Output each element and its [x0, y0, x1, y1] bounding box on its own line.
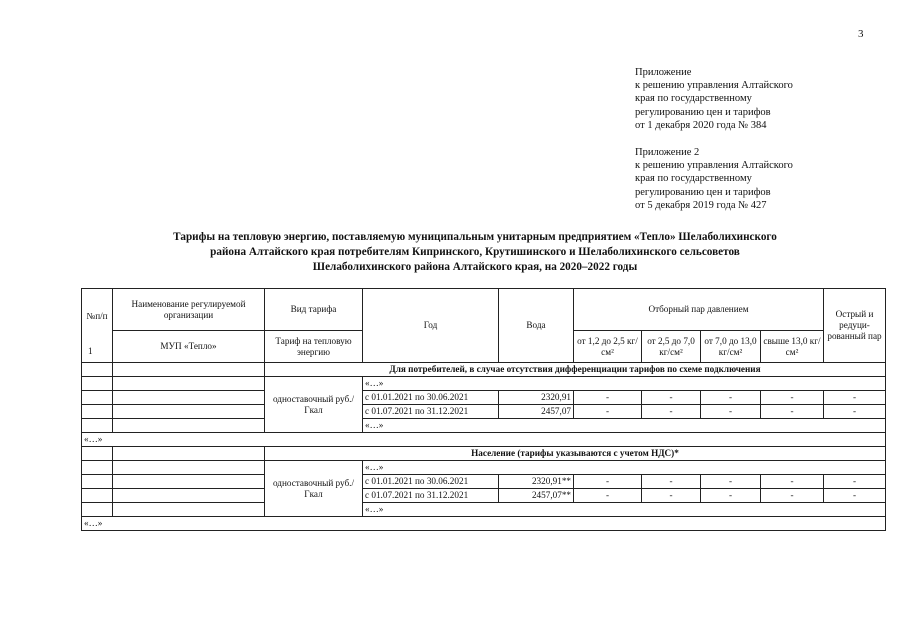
- header-steam-4: свыше 13,0 кг/см²: [761, 331, 824, 363]
- header-sharp-steam: Острый и редуци-рованный пар: [824, 289, 886, 363]
- header-steam-2: от 2,5 до 7,0 кг/см²: [642, 331, 701, 363]
- appendix-note-2: [635, 146, 793, 212]
- period-cell: с 01.01.2021 по 30.06.2021: [363, 475, 499, 489]
- org-row-number: 1: [88, 346, 93, 356]
- table-row: [82, 405, 886, 419]
- header-steam-1: от 1,2 до 2,5 кг/см²: [574, 331, 642, 363]
- appendix-line: к решению управления Алтайского: [635, 160, 793, 172]
- header-num: №п/п: [82, 289, 113, 363]
- dash-cell: -: [761, 405, 824, 419]
- period-cell: с 01.01.2021 по 30.06.2021: [363, 391, 499, 405]
- ellipsis: «…»: [363, 377, 886, 391]
- section-title-2: Население (тарифы указываются с учетом НДС)*: [265, 447, 886, 461]
- table-row: [82, 419, 886, 433]
- dash-cell: -: [642, 391, 701, 405]
- table-row: [82, 489, 886, 503]
- section-title-1: Для потребителей, в случае отсутствия дифференциации тарифов по схеме подключения: [265, 363, 886, 377]
- header-row: [82, 289, 886, 331]
- org-tariff-type: Тариф на тепловую энергию: [265, 331, 363, 363]
- ellipsis: «…»: [82, 517, 886, 531]
- dash-cell: -: [761, 391, 824, 405]
- header-water: Вода: [499, 289, 574, 363]
- water-value: 2320,91: [499, 391, 574, 405]
- dash-cell: -: [574, 405, 642, 419]
- water-value: 2320,91**: [499, 475, 574, 489]
- dash-cell: -: [574, 391, 642, 405]
- title-line: района Алтайского края потребителям Кипринского, Крутишинского и Шелаболихинского сельсоветов: [210, 246, 740, 258]
- dash-cell: -: [824, 475, 886, 489]
- dash-cell: -: [642, 489, 701, 503]
- appendix-line: края по государственному: [635, 93, 752, 105]
- dash-cell: -: [642, 405, 701, 419]
- page-number: 3: [858, 28, 864, 40]
- dash-cell: -: [701, 489, 761, 503]
- ellipsis: «…»: [363, 419, 886, 433]
- table-row: [82, 433, 886, 447]
- appendix-line: регулированию цен и тарифов: [635, 106, 771, 118]
- appendix-line: Приложение 2: [635, 147, 700, 158]
- appendix-line: от 1 декабря 2020 года № 384: [635, 119, 767, 131]
- table-row: [82, 517, 886, 531]
- header-tariff-type: Вид тарифа: [265, 289, 363, 331]
- period-cell: с 01.07.2021 по 31.12.2021: [363, 489, 499, 503]
- dash-cell: -: [701, 405, 761, 419]
- dash-cell: -: [824, 489, 886, 503]
- dash-cell: -: [824, 391, 886, 405]
- header-org: Наименование регулируемой организации: [113, 289, 265, 331]
- appendix-line: к решению управления Алтайского: [635, 80, 793, 92]
- document-title: [80, 230, 870, 275]
- ellipsis: «…»: [363, 503, 886, 517]
- dash-cell: -: [701, 391, 761, 405]
- tariff-table: [81, 288, 886, 531]
- water-value: 2457,07: [499, 405, 574, 419]
- appendix-line: края по государственному: [635, 173, 752, 185]
- ellipsis: «…»: [363, 461, 886, 475]
- period-cell: с 01.07.2021 по 31.12.2021: [363, 405, 499, 419]
- header-steam-group: Отборный пар давлением: [574, 289, 824, 331]
- rate-type-2: одноставочный руб./Гкал: [265, 461, 363, 517]
- dash-cell: -: [574, 475, 642, 489]
- table-row: [82, 363, 886, 377]
- water-value: 2457,07**: [499, 489, 574, 503]
- dash-cell: -: [701, 475, 761, 489]
- appendix-line: Приложение: [635, 67, 692, 78]
- table-row: [82, 391, 886, 405]
- appendix-note-1: [635, 66, 793, 132]
- title-line: Тарифы на тепловую энергию, поставляемую муниципальным унитарным предприятием «Тепло» Шелаболихинского: [173, 231, 777, 243]
- header-year: Год: [363, 289, 499, 363]
- dash-cell: -: [574, 489, 642, 503]
- dash-cell: -: [642, 475, 701, 489]
- table-row: [82, 447, 886, 461]
- org-name: МУП «Тепло»: [113, 331, 265, 363]
- ellipsis: «…»: [82, 433, 886, 447]
- dash-cell: -: [761, 489, 824, 503]
- dash-cell: -: [824, 405, 886, 419]
- table-row: [82, 461, 886, 475]
- rate-type-1: одноставочный руб./Гкал: [265, 377, 363, 433]
- title-line: Шелаболихинского района Алтайского края, на 2020–2022 годы: [312, 261, 638, 273]
- appendix-line: от 5 декабря 2019 года № 427: [635, 199, 767, 211]
- table-row: [82, 377, 886, 391]
- dash-cell: -: [761, 475, 824, 489]
- table-row: [82, 475, 886, 489]
- header-steam-3: от 7,0 до 13,0 кг/см²: [701, 331, 761, 363]
- appendix-line: регулированию цен и тарифов: [635, 186, 771, 198]
- table-row: [82, 503, 886, 517]
